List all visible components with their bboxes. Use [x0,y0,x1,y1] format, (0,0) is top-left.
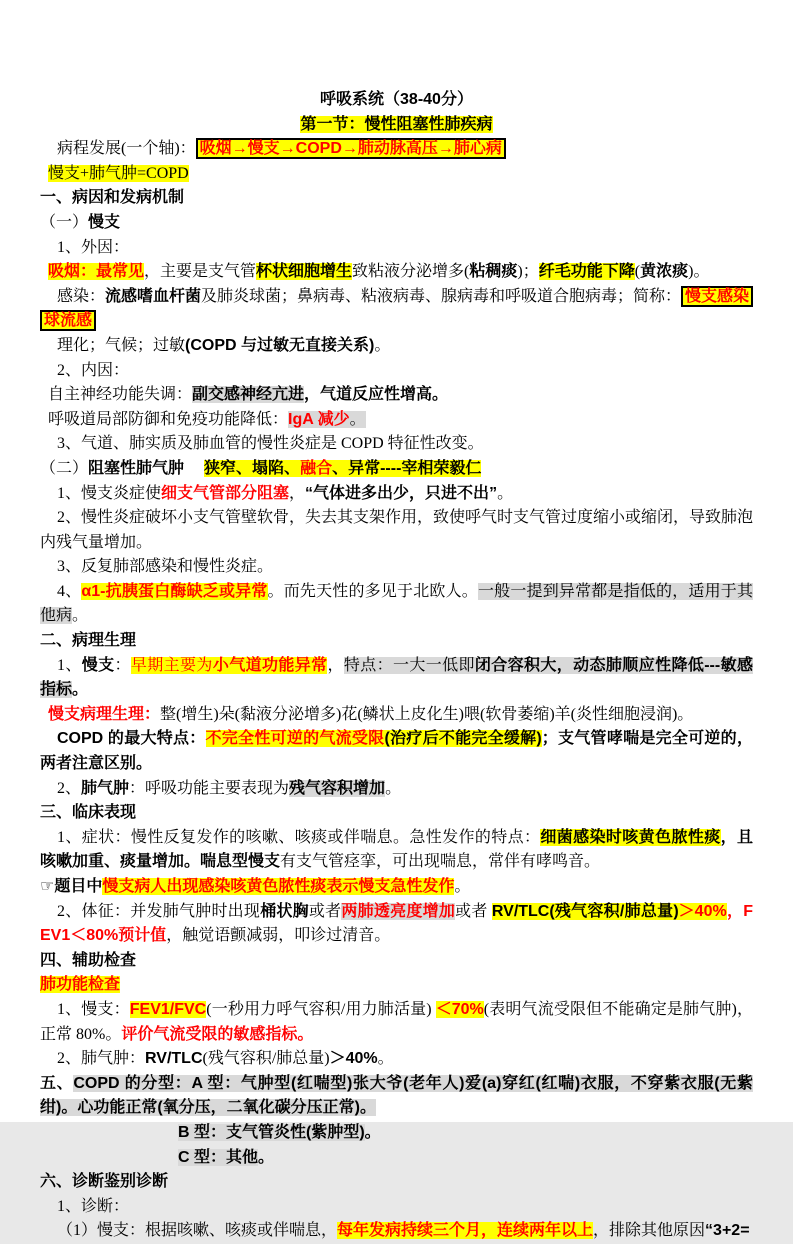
text-run: (COPD 与过敏无直接关系) [185,336,375,354]
rv-tlc-line [40,1047,753,1072]
text-run: COPD 的最大特点： [57,730,206,748]
text-run: 2、体征：并发肺气肿时出现 [57,902,261,920]
text-run: ：呼吸功能主要表现为 [129,779,290,797]
text-run: 感染： [57,287,106,305]
text-run: ” [489,484,498,502]
text-run: 早期主要为 [130,656,213,674]
text-run: (表明气流受限但不能确定是肺气肿)，正常 80%。 [40,1000,753,1043]
text-run [184,460,204,477]
text-run: 慢支 [88,213,121,231]
text-run: ＜70% [435,1000,484,1018]
text-run: 六、诊断鉴别诊断 [40,1173,169,1191]
iga-line [40,408,753,433]
text-run: （1）慢支：根据咳嗽、咳痰或伴喘息， [57,1222,338,1240]
text-run: 3、反复肺部感染和慢性炎症。 [57,558,274,576]
text-run: 4、 [57,582,82,600]
text-run: 慢支病理生理： [48,705,161,723]
text-run: 或者 [308,902,342,920]
doc-title [40,88,753,113]
text-run: 每年发病持续三个月，连续两年以上 [337,1222,594,1240]
diagnosis-bronchitis-line [40,1219,753,1244]
copd-formula-line [40,162,753,187]
text-run: 流感嗜血杆菌 [105,287,202,305]
pathophys-emphysema-line [40,777,753,802]
text-run: 1、诊断： [57,1197,130,1215]
text-run: “3+2= [705,1222,750,1240]
signs-line [40,900,753,949]
text-run: ，FEV1＜80%预计值 [40,902,753,945]
text-run: 五、 [40,1074,74,1092]
text-run: 二、病理生理 [40,632,137,650]
text-run: 肺功能检查 [40,976,121,994]
text-run: 两肺透亮度增加 [341,902,456,920]
text-run: 第一节：慢性阻塞性肺疾病 [300,115,493,133]
subsection-1-2-heading [40,457,753,482]
pathophys-bronchitis-line [40,654,753,703]
copd-feature-line [40,727,753,776]
text-run: ，排除其他原因 [593,1222,706,1240]
text-run: 3、气道、肺实质及肺血管的慢性炎症是 COPD 特征性改变。 [57,435,484,453]
text-run: 。而先天性的多见于北欧人。 [267,582,478,600]
smoking-line [40,260,753,285]
text-run: 自主神经功能失调： [48,386,193,404]
physical-chemical-line [40,334,753,359]
text-run: 2、肺气肿： [57,1050,146,1068]
text-run: 1、慢支： [57,1000,130,1018]
text-run: 特点：一大一低即 [343,656,475,674]
diagnosis-heading [40,1195,753,1220]
text-run: 纤毛功能下降 [538,263,635,281]
text-run: 桶状胸 [260,902,309,920]
text-run: 或者 [455,902,492,920]
text-run: 粘稠痰 [469,263,518,281]
section-6-heading [40,1170,753,1195]
emphysema-point-2 [40,506,753,555]
emphysema-point-3 [40,555,753,580]
autonomic-line [40,383,753,408]
text-run: RV/TLC(残气容积/肺总量) [491,902,679,920]
section-5-copd-types [40,1072,753,1121]
document-content [40,88,753,1244]
text-run: 整(增生)朵(黏液分泌增多)花(鳞状上皮化生)喂(软骨萎缩)羊(炎性细胞浸润)。 [160,705,694,723]
text-run: 吸烟：最常见 [48,263,145,281]
text-run: 小气道功能异常 [212,656,328,674]
text-run: ， [289,484,306,502]
disease-course-line [40,137,753,162]
text-run: ＞40% [678,902,727,920]
text-run: 评价气流受限的敏感指标。 [121,1025,314,1043]
text-run: ，且咳嗽加重、痰量增加。喘息型慢支 [40,828,753,871]
internal-causes-heading [40,359,753,384]
infection-line [40,285,753,334]
text-run: 。 [374,336,391,354]
type-c-line [40,1146,753,1171]
text-run: 1、 [57,656,82,674]
emphysema-point-1 [40,482,753,507]
text-run: 。 [454,878,471,895]
text-run: 1、外因： [57,238,130,256]
text-run: )； [517,263,539,281]
text-run: 2、内因： [57,361,130,379]
text-run: 阻塞性肺气肿 [88,459,185,477]
text-run: 狭窄、塌陷、 [204,459,301,477]
section-1-heading [40,186,753,211]
text-run: 副交感神经亢进 [192,386,305,404]
text-run: 慢支 [81,656,115,674]
text-run: (残气容积/肺总量) [202,1050,330,1068]
text-run: ☞题目中 [40,878,103,895]
section-2-heading [40,629,753,654]
text-run: 。 [364,1123,381,1141]
text-run: ，触觉语颤减弱，叩诊过清音。 [166,927,391,945]
text-run: 呼吸系统（38-40分） [320,91,473,108]
exam-tip-line [40,875,753,900]
lung-function-heading [40,973,753,998]
text-run: 四、辅助检查 [40,951,137,969]
text-run: 慢支感染球流感 [40,286,753,332]
text-run: 。 [258,1148,275,1166]
text-run: IgA 减少 [288,410,350,428]
text-run: 。 [72,681,89,699]
text-run: 细支气管部分阻塞 [161,484,290,502]
text-run: 细菌感染时咳黄色脓性痰 [540,828,721,846]
text-run: 理化；气候；过敏 [57,336,186,354]
text-run: 致粘液分泌增多( [352,263,470,281]
text-run: 肺气肿 [81,779,130,797]
text-run: COPD 的分型：A 型：气肿型(红喘型)张大爷(老年人)爱(a)穿红(红喘)衣服，不穿紫衣服(无紫绀)。心功能正常(氧分压，二氧化碳分压正常)。 [40,1074,753,1117]
symptoms-line [40,826,753,875]
text-run: )。 [688,263,710,281]
text-run: 呼吸道局部防御和免疫功能降低： [48,410,289,428]
text-run: 。 [377,1050,394,1068]
text-run: 有支气管痉挛，可出现喘息，常伴有哮鸣音。 [280,853,601,871]
text-run: ，气道反应性增高。 [304,386,449,404]
doc-subtitle [40,113,753,138]
text-run: (治疗后不能完全缓解) [384,730,542,748]
text-run: 吸烟→慢支→COPD→肺动脉高压→肺心病 [196,138,506,159]
text-run: 。 [349,410,366,428]
text-run: α1-抗胰蛋白酶缺乏或异常 [81,582,268,600]
text-run: 。 [72,607,89,625]
text-run: “气体进多出少，只进不出 [305,484,490,502]
text-run: ；支气管哮喘是完全可逆的，两者注意区别。 [40,730,753,773]
text-run: 及肺炎球菌；鼻病毒、粘液病毒、腺病毒和呼吸道合胞病毒；简称： [201,287,682,305]
text-run: 。 [497,484,514,502]
subsection-1-1-heading [40,211,753,236]
text-run: （一） [40,213,89,231]
text-run: ， [327,656,344,674]
text-run: 2、慢性炎症破坏小支气管壁软骨，失去其支架作用，致使呼气时支气管过度缩小或缩闭，导致肺泡内残气量增加。 [40,509,754,551]
fev1-fvc-line [40,998,753,1047]
text-run: C 型：其他 [178,1148,259,1166]
text-run: ： [114,656,131,674]
text-run: 三、临床表现 [40,804,137,822]
text-run: 病程发展(一个轴)： [57,140,196,158]
text-run: 2、 [57,779,82,797]
text-run: 。 [385,779,402,797]
text-run: 1、慢支炎症使 [57,484,162,502]
external-causes-heading [40,236,753,261]
text-run: 闭合容积大，动态肺顺应性降低---敏感指标 [40,656,753,699]
type-b-line [40,1121,753,1146]
text-run: 慢支病人出现感染咳黄色脓性痰表示慢支急性发作 [102,878,455,895]
text-run: 杯状细胞增生 [256,263,353,281]
text-run: (一秒用力呼气容积/用力肺活量) [206,1000,436,1018]
pathophys-mnemonic-line [40,703,753,728]
text-run: （二） [40,459,89,477]
section-4-heading [40,949,753,974]
text-run: 不完全性可逆的气流受限 [205,730,385,748]
text-run: ( [634,263,641,281]
emphysema-point-4 [40,580,753,629]
text-run: 黄浓痰 [640,263,689,281]
text-run: 融合 [300,459,333,477]
text-run: 一、病因和发病机制 [40,189,185,207]
text-run: RV/TLC [145,1050,203,1068]
text-run: B 型：支气管炎性(紫肿型) [178,1123,365,1141]
section-3-heading [40,801,753,826]
text-run: FEV1/FVC [129,1000,207,1018]
text-run: 、异常----宰相荣毅仁 [332,459,482,477]
text-run: 残气容积增加 [289,779,386,797]
text-run: ＞40% [329,1050,378,1068]
text-run: ，主要是支气管 [144,263,257,281]
chronic-inflammation-line [40,432,753,457]
text-run: 1、症状：慢性反复发作的咳嗽、咳痰或伴喘息。急性发作的特点： [57,828,541,846]
text-run: 一般一提到异常都是指低的，适用于其他病 [40,582,753,625]
text-run: 慢支+肺气肿=COPD [48,164,189,182]
